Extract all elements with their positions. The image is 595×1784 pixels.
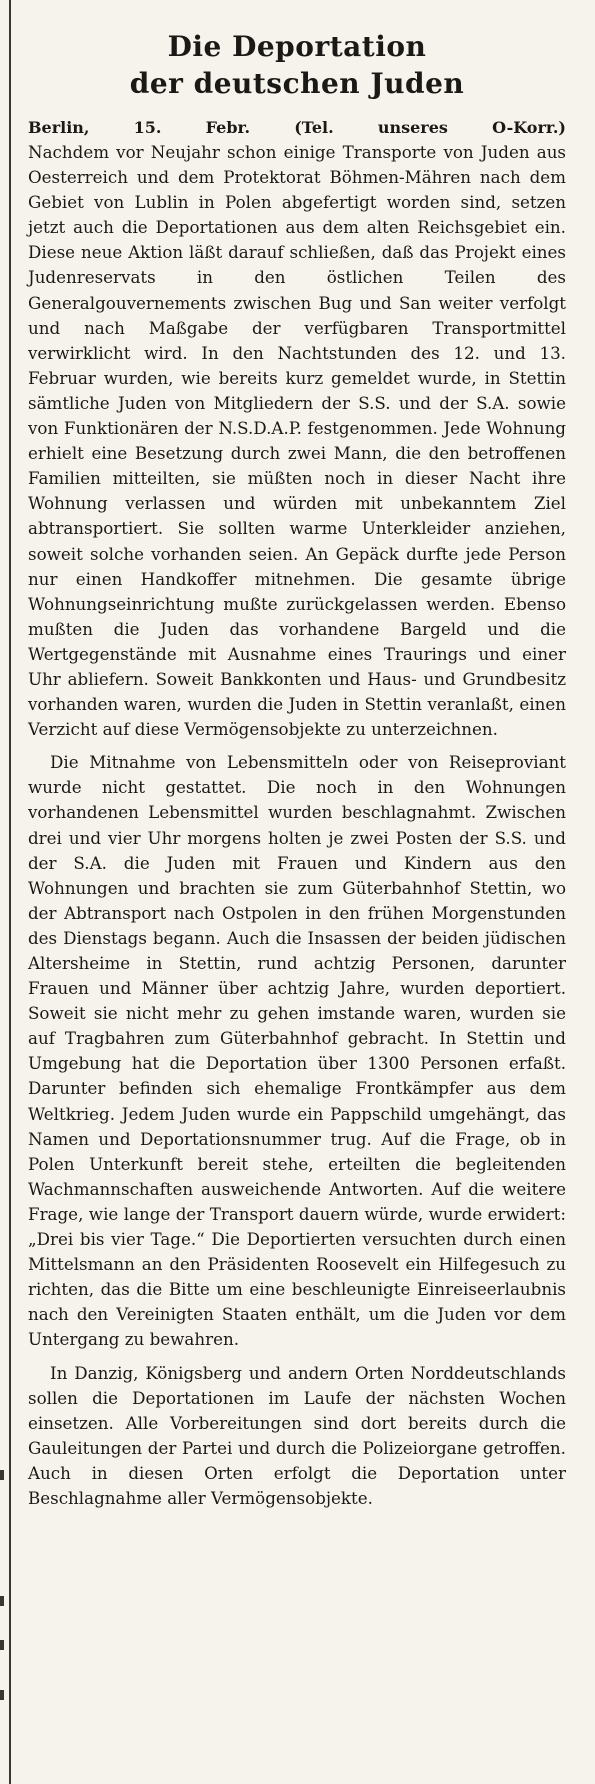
- paragraph-2: Die Mitnahme von Lebensmitteln oder von Reiseproviant wurde nicht gestattet. Die noch in den Wohnungen vorhandenen Lebensmittel wurden beschlagnahmt. Zwischen drei und vier Uhr morgens holten je zwei Posten der S.S. und der S.A. die Juden mit Frauen und Kindern aus den Wohnungen und brachten sie zum Güterbahnhof Stettin, wo der Abtransport nach Ostpolen in den frühen Morgenstunden des Dienstags begann. Auch die Insassen der beiden jüdischen Altersheime in Stettin, rund achtzig Personen, darunter Frauen und Männer über achtzig Jahre, wurden deportiert. Soweit sie nicht mehr zu gehen imstande waren, wurden sie auf Tragbahren zum Güterbahnhof gebracht. In Stettin und Umgebung hat die Deportation über 1300 Personen erfaßt. Darunter befinden sich ehemalige Frontkämpfer aus dem Weltkrieg. Jedem Juden wurde ein Pappschild umgehängt, das Namen und Deportationsnummer trug. Auf die Frage, ob in Polen Unterkunft bereit stehe, erteilten die begleitenden Wachmannschaften ausweichende Antworten. Auf die weitere Frage, wie lange der Transport dauern würde, wurde erwidert: „Drei bis vier Tage.“ Die Deportierten versuchten durch einen Mittelsmann an den Präsidenten Roosevelt ein Hilfegesuch zu richten, das die Bitte um eine beschleunigte Einreiseerlaubnis nach den Vereinigten Staaten enthält, um die Juden vor dem Untergang zu bewahren.: [28, 752, 566, 1350]
- headline: [28, 28, 566, 102]
- paragraph-1: Nachdem vor Neujahr schon einige Transporte von Juden aus Oesterreich und dem Protektorat Böhmen-Mähren nach dem Gebiet von Lublin in Polen abgefertigt worden sind, setzen jetzt auch die Deportationen aus dem alten Reichsgebiet ein. Diese neue Aktion läßt darauf schließen, daß das Projekt eines Judenreservats in den östlichen Teilen des Generalgouvernements zwischen Bug und San weiter verfolgt und nach Maßgabe der verfügbaren Transportmittel verwirklicht wird. In den Nachtstunden des 12. und 13. Februar wurden, wie bereits kurz gemeldet wurde, in Stettin sämtliche Juden von Mitgliedern der S.S. und der S.A. sowie von Funktionären der N.S.D.A.P. festgenommen. Jede Wohnung erhielt eine Besetzung durch zwei Mann, die den betroffenen Familien mitteilten, sie müßten noch in dieser Nacht ihre Wohnung verlassen und würden mit unbekanntem Ziel abtransportiert. Sie sollten warme Unterkleider anziehen, soweit solche vorhanden seien. An Gepäck durfte jede Person nur einen Handkoffer mitnehmen. Die gesamte übrige Wohnungseinrichtung mußte zurückgelassen werden. Ebenso mußten die Juden das vorhandene Bargeld und die Wertgegenstände mit Ausnahme eines Traurings und einer Uhr abliefern. Soweit Bankkonten und Haus- und Grundbesitz vorhanden waren, wurden die Juden in Stettin veranlaßt, einen Verzicht auf diese Vermögensobjekte zu unterzeichnen.: [28, 142, 566, 740]
- dateline: Berlin, 15. Febr. (Tel. unseres O-Korr.): [28, 118, 566, 137]
- paragraph-3: In Danzig, Königsberg und andern Orten Norddeutschlands sollen die Deportationen im Laufe der nächsten Wochen einsetzen. Alle Vorbereitungen sind dort bereits durch die Gauleitungen der Partei und durch die Polizeiorgane getroffen. Auch in diesen Orten erfolgt die Deportation unter Beschlagnahme aller Vermögensobjekte.: [28, 1362, 566, 1508]
- article: [28, 28, 566, 1511]
- margin-mark: [0, 1470, 4, 1480]
- margin-mark: [0, 1640, 4, 1650]
- margin-mark: [0, 1690, 4, 1700]
- headline-line-1: Die Deportation: [167, 30, 427, 63]
- headline-line-2: der deutschen Juden: [129, 67, 465, 100]
- column-rule: [9, 0, 11, 1784]
- margin-mark: [0, 1596, 4, 1606]
